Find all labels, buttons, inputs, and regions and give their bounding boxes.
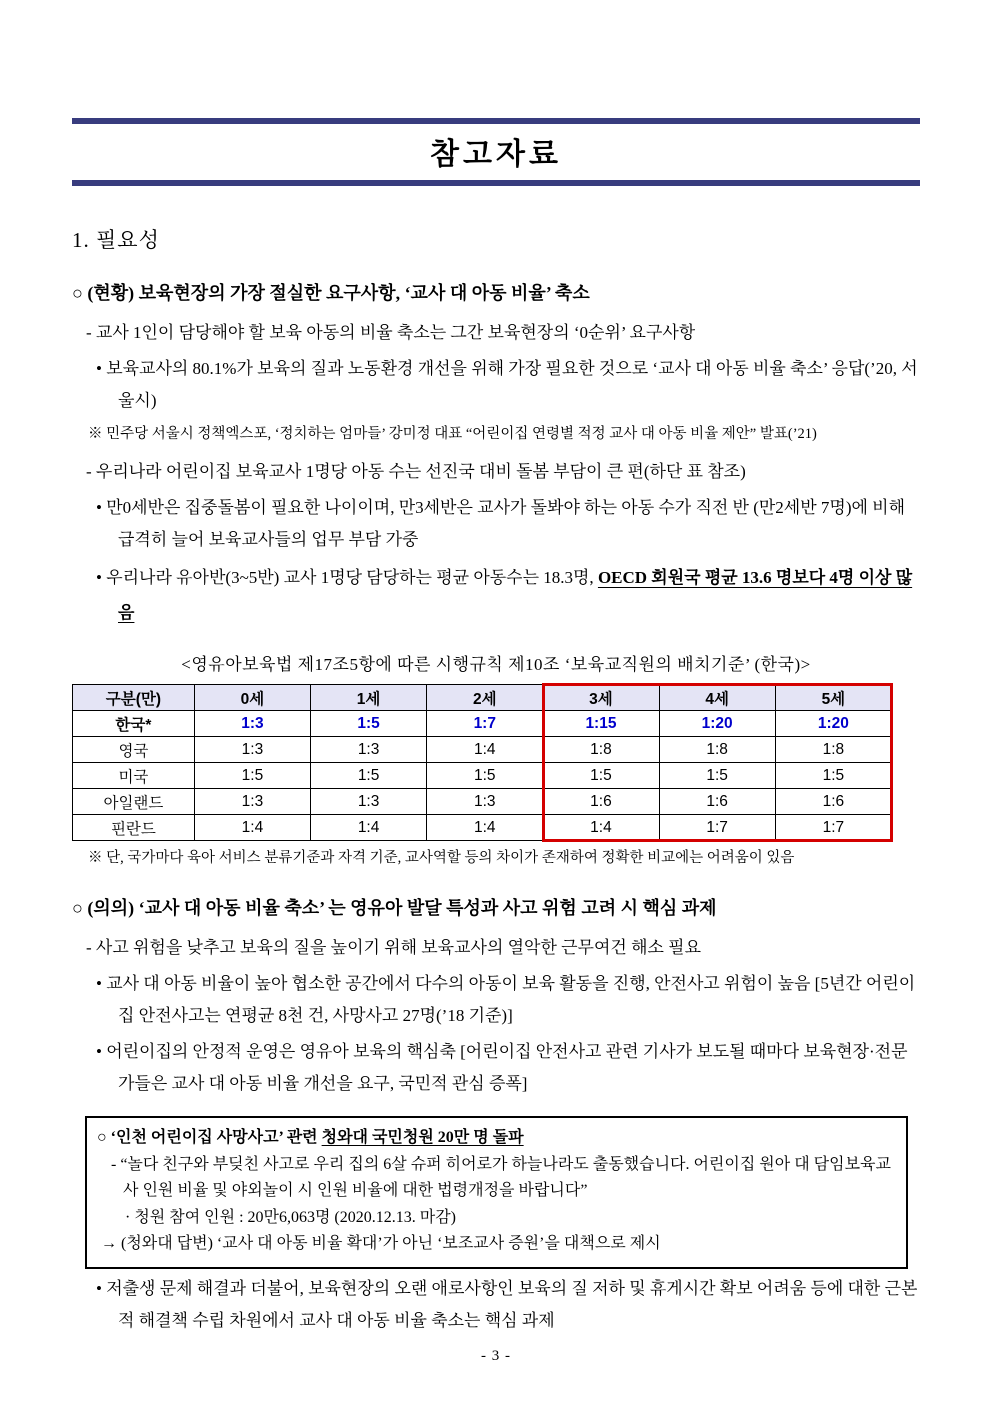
significance-line-accident: • 교사 대 아동 비율이 높아 협소한 공간에서 다수의 아동이 보육 활동을 진행, 안전사고 위험이 높음 [5년간 어린이집 안전사고는 연평균 8천 건, 사망사고 27명(’18 기준)] — [96, 974, 916, 1025]
ratio-cell: 1:5 — [427, 763, 543, 789]
page-number: - 3 - — [481, 1348, 511, 1364]
ratio-cell: 1:20 — [659, 711, 775, 737]
status-line-burden: - 우리나라 어린이집 보육교사 1명당 아동 수는 선진국 대비 돌봄 부담이 큰 편(하단 표 참조) — [86, 462, 746, 481]
petition-box — [85, 1116, 908, 1269]
column-header: 0세 — [194, 685, 310, 711]
ratio-cell: 1:8 — [775, 737, 891, 763]
column-header: 5세 — [775, 685, 891, 711]
ratio-cell: 1:6 — [543, 789, 659, 815]
column-header: 4세 — [659, 685, 775, 711]
ratio-table-header-row — [73, 685, 892, 711]
title-banner — [72, 118, 920, 186]
petition-title-prefix: ○ ‘인천 어린이집 사망사고’ 관련 — [97, 1129, 322, 1146]
ratio-cell: 1:4 — [194, 815, 310, 841]
country-label: 핀란드 — [73, 815, 195, 841]
oecd-normal-text: • 우리나라 유아반(3~5반) 교사 1명당 담당하는 평균 아동수는 18.3명, — [96, 568, 598, 587]
significance-line-condition: - 사고 위험을 낮추고 보육의 질을 높이기 위해 보육교사의 열악한 근무여건 해소 필요 — [86, 938, 702, 957]
ratio-table — [72, 684, 892, 841]
petition-reply: → (청와대 답변) ‘교사 대 아동 비율 확대’가 아닌 ‘보조교사 증원’을 대책으로 제시 — [101, 1235, 661, 1252]
status-heading: ○ (현황) 보육현장의 가장 절실한 요구사항, ‘교사 대 아동 비율’ 축소 — [72, 283, 590, 303]
column-header: 3세 — [543, 685, 659, 711]
table-row — [73, 815, 892, 841]
table-footnote: ※ 단, 국가마다 육아 서비스 분류기준과 자격 기준, 교사역할 등의 차이가 존재하여 정확한 비교에는 어려움이 있음 — [88, 850, 795, 866]
ratio-table-wrapper — [72, 684, 892, 841]
banner-bottom-rule — [72, 180, 920, 186]
ratio-cell: 1:3 — [311, 789, 427, 815]
table-row — [73, 737, 892, 763]
petition-quote: - “놀다 친구와 부딪친 사고로 우리 집의 6살 슈퍼 히어로가 하늘나라도 출동했습니다. 어린이집 원아 대 담임보육교사 인원 비율 및 야외놀이 시 인원 비율에 대한 법령개정을 바랍니다” — [111, 1155, 891, 1199]
ratio-cell: 1:6 — [775, 789, 891, 815]
ratio-cell: 1:8 — [543, 737, 659, 763]
ratio-cell: 1:20 — [775, 711, 891, 737]
petition-box-title — [97, 1125, 894, 1152]
page-title: 참고자료 — [430, 138, 562, 171]
country-label: 아일랜드 — [73, 789, 195, 815]
column-header: 1세 — [311, 685, 427, 711]
ratio-cell: 1:5 — [659, 763, 775, 789]
ratio-cell: 1:5 — [311, 763, 427, 789]
ratio-cell: 1:4 — [311, 815, 427, 841]
country-label: 미국 — [73, 763, 195, 789]
status-line-survey: • 보육교사의 80.1%가 보육의 질과 노동환경 개선을 위해 가장 필요한 것으로 ‘교사 대 아동 비율 축소’ 응답(’20, 서울시) — [96, 359, 918, 410]
ratio-table-body — [73, 711, 892, 841]
ratio-table-caption: <영유아보육법 제17조5항에 따른 시행규칙 제10조 ‘보육교직원의 배치기준’ (한국)> — [181, 655, 811, 674]
petition-participants: · 청원 참여 인원 : 20만6,063명 (2020.12.13. 마감) — [125, 1208, 456, 1226]
ratio-cell: 1:8 — [659, 737, 775, 763]
closing-line: • 저출생 문제 해결과 더불어, 보육현장의 오랜 애로사항인 보육의 질 저하 및 휴게시간 확보 어려움 등에 대한 근본적 해결책 수립 차원에서 교사 대 아동 비율 축소는 핵심 과제 — [96, 1278, 918, 1330]
petition-title-underlined: 청와대 국민청원 20만 명 돌파 — [321, 1129, 524, 1146]
ratio-cell: 1:6 — [659, 789, 775, 815]
ratio-cell: 1:5 — [543, 763, 659, 789]
status-line-priority: - 교사 1인이 담당해야 할 보육 아동의 비율 축소는 그간 보육현장의 ‘0순위’ 요구사항 — [86, 323, 696, 342]
significance-line-operation: • 어린이집의 안정적 운영은 영유아 보육의 핵심축 [어린이집 안전사고 관련 기사가 보도될 때마다 보육현장·전문가들은 교사 대 아동 비율 개선을 요구, 국민적 관심 증폭] — [96, 1042, 908, 1093]
ratio-cell: 1:5 — [775, 763, 891, 789]
ratio-cell: 1:3 — [427, 789, 543, 815]
ratio-cell: 1:3 — [194, 737, 310, 763]
ratio-cell: 1:5 — [311, 711, 427, 737]
ratio-cell: 1:3 — [194, 711, 310, 737]
status-line-oecd — [72, 560, 920, 630]
ratio-cell: 1:5 — [194, 763, 310, 789]
ratio-cell: 1:15 — [543, 711, 659, 737]
section-heading: 1. 필요성 — [72, 228, 160, 252]
ratio-cell: 1:7 — [775, 815, 891, 841]
ratio-cell: 1:7 — [659, 815, 775, 841]
table-row — [73, 763, 892, 789]
oecd-emphasis-text: OECD 회원국 평균 13.6 명보다 4명 이상 많음 — [118, 568, 913, 622]
ratio-cell: 1:4 — [543, 815, 659, 841]
column-header: 구분(만) — [73, 685, 195, 711]
ratio-cell: 1:4 — [427, 815, 543, 841]
country-label: 한국* — [73, 711, 195, 737]
table-row — [73, 789, 892, 815]
ratio-cell: 1:7 — [427, 711, 543, 737]
ratio-cell: 1:4 — [427, 737, 543, 763]
ratio-cell: 1:3 — [194, 789, 310, 815]
status-ref-expo: ※ 민주당 서울시 정책엑스포, ‘정치하는 엄마들’ 강미정 대표 “어린이집 연령별 적정 교사 대 아동 비율 제안” 발표(’21) — [88, 426, 817, 442]
table-row — [73, 711, 892, 737]
status-line-age: • 만0세반은 집중돌봄이 필요한 나이이며, 만3세반은 교사가 돌봐야 하는 아동 수가 직전 반 (만2세반 7명)에 비해 급격히 늘어 보육교사들의 업무 부담 가중 — [96, 498, 905, 549]
significance-heading: ○ (의의) ‘교사 대 아동 비율 축소’ 는 영유아 발달 특성과 사고 위험 고려 시 핵심 과제 — [72, 898, 717, 918]
ratio-cell: 1:3 — [311, 737, 427, 763]
country-label: 영국 — [73, 737, 195, 763]
column-header: 2세 — [427, 685, 543, 711]
